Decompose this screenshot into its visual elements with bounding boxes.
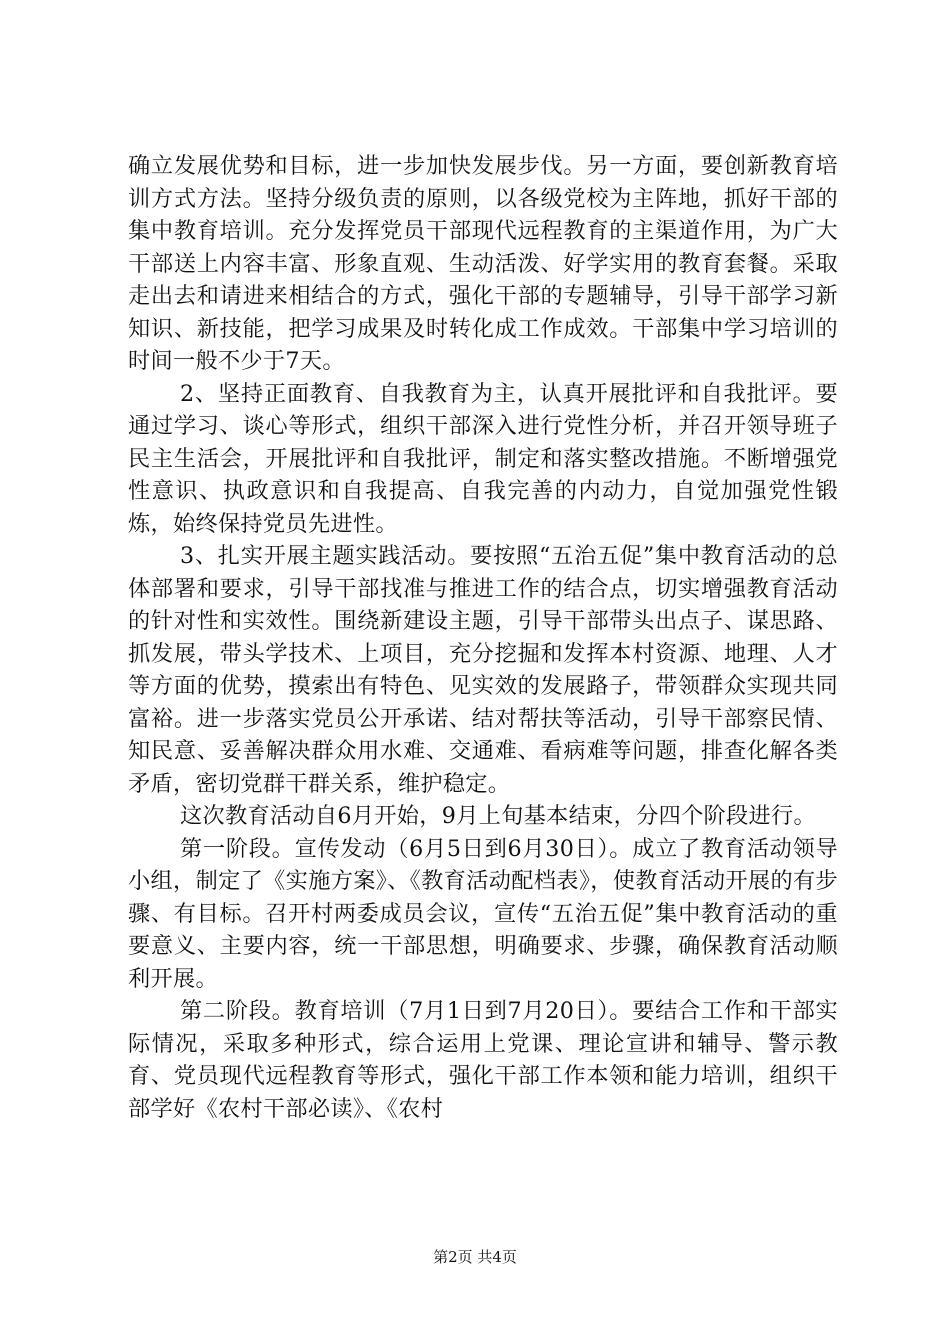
document-body	[128, 150, 838, 1125]
paragraph-2: 2、坚持正面教育、自我教育为主，认真开展批评和自我批评。要通过学习、谈心等形式，组织干部深入进行党性分析，并召开领导班子民主生活会，开展批评和自我批评，制定和落实整改措施。不断增强党性意识、执政意识和自我提高、自我完善的内动力，自觉加强党性锻炼，始终保持党员先进性。	[128, 380, 838, 537]
paragraph-5: 第一阶段。宣传发动（6月5日到6月30日）。成立了教育活动领导小组，制定了《实施方案》、《教育活动配档表》，使教育活动开展的有步骤、有目标。召开村两委成员会议，宣传“五治五促”集中教育活动的重要意义、主要内容，统一干部思想，明确要求、步骤，确保教育活动顺利开展。	[128, 835, 838, 992]
page-number-footer: 第2页 共4页	[433, 1248, 517, 1266]
paragraph-6: 第二阶段。教育培训（7月1日到7月20日）。要结合工作和干部实际情况，采取多种形式，综合运用上党课、理论宣讲和辅导、警示教育、党员现代远程教育等形式，强化干部工作本领和能力培训，组织干部学好《农村干部必读》、《农村	[128, 998, 838, 1122]
paragraph-3: 3、扎实开展主题实践活动。要按照“五治五促”集中教育活动的总体部署和要求，引导干部找准与推进工作的结合点，切实增强教育活动的针对性和实效性。围绕新建设主题，引导干部带头出点子、谋思路、抓发展，带头学技术、上项目，充分挖掘和发挥本村资源、地理、人才等方面的优势，摸索出有特色、见实效的发展路子，带领群众实现共同富裕。进一步落实党员公开承诺、结对帮扶等活动，引导干部察民情、知民意、妥善解决群众用水难、交通难、看病难等问题，排查化解各类矛盾，密切党群干群关系，维护稳定。	[128, 543, 838, 797]
paragraph-1: 确立发展优势和目标，进一步加快发展步伐。另一方面，要创新教育培训方式方法。坚持分级负责的原则，以各级党校为主阵地，抓好干部的集中教育培训。充分发挥党员干部现代远程教育的主渠道作用，为广大干部送上内容丰富、形象直观、生动活泼、好学实用的教育套餐。采取走出去和请进来相结合的方式，强化干部的专题辅导，引导干部学习新知识、新技能，把学习成果及时转化成工作成效。干部集中学习培训的时间一般不少于7天。	[128, 153, 838, 374]
paragraph-4: 这次教育活动自6月开始，9月上旬基本结束，分四个阶段进行。	[180, 803, 816, 829]
